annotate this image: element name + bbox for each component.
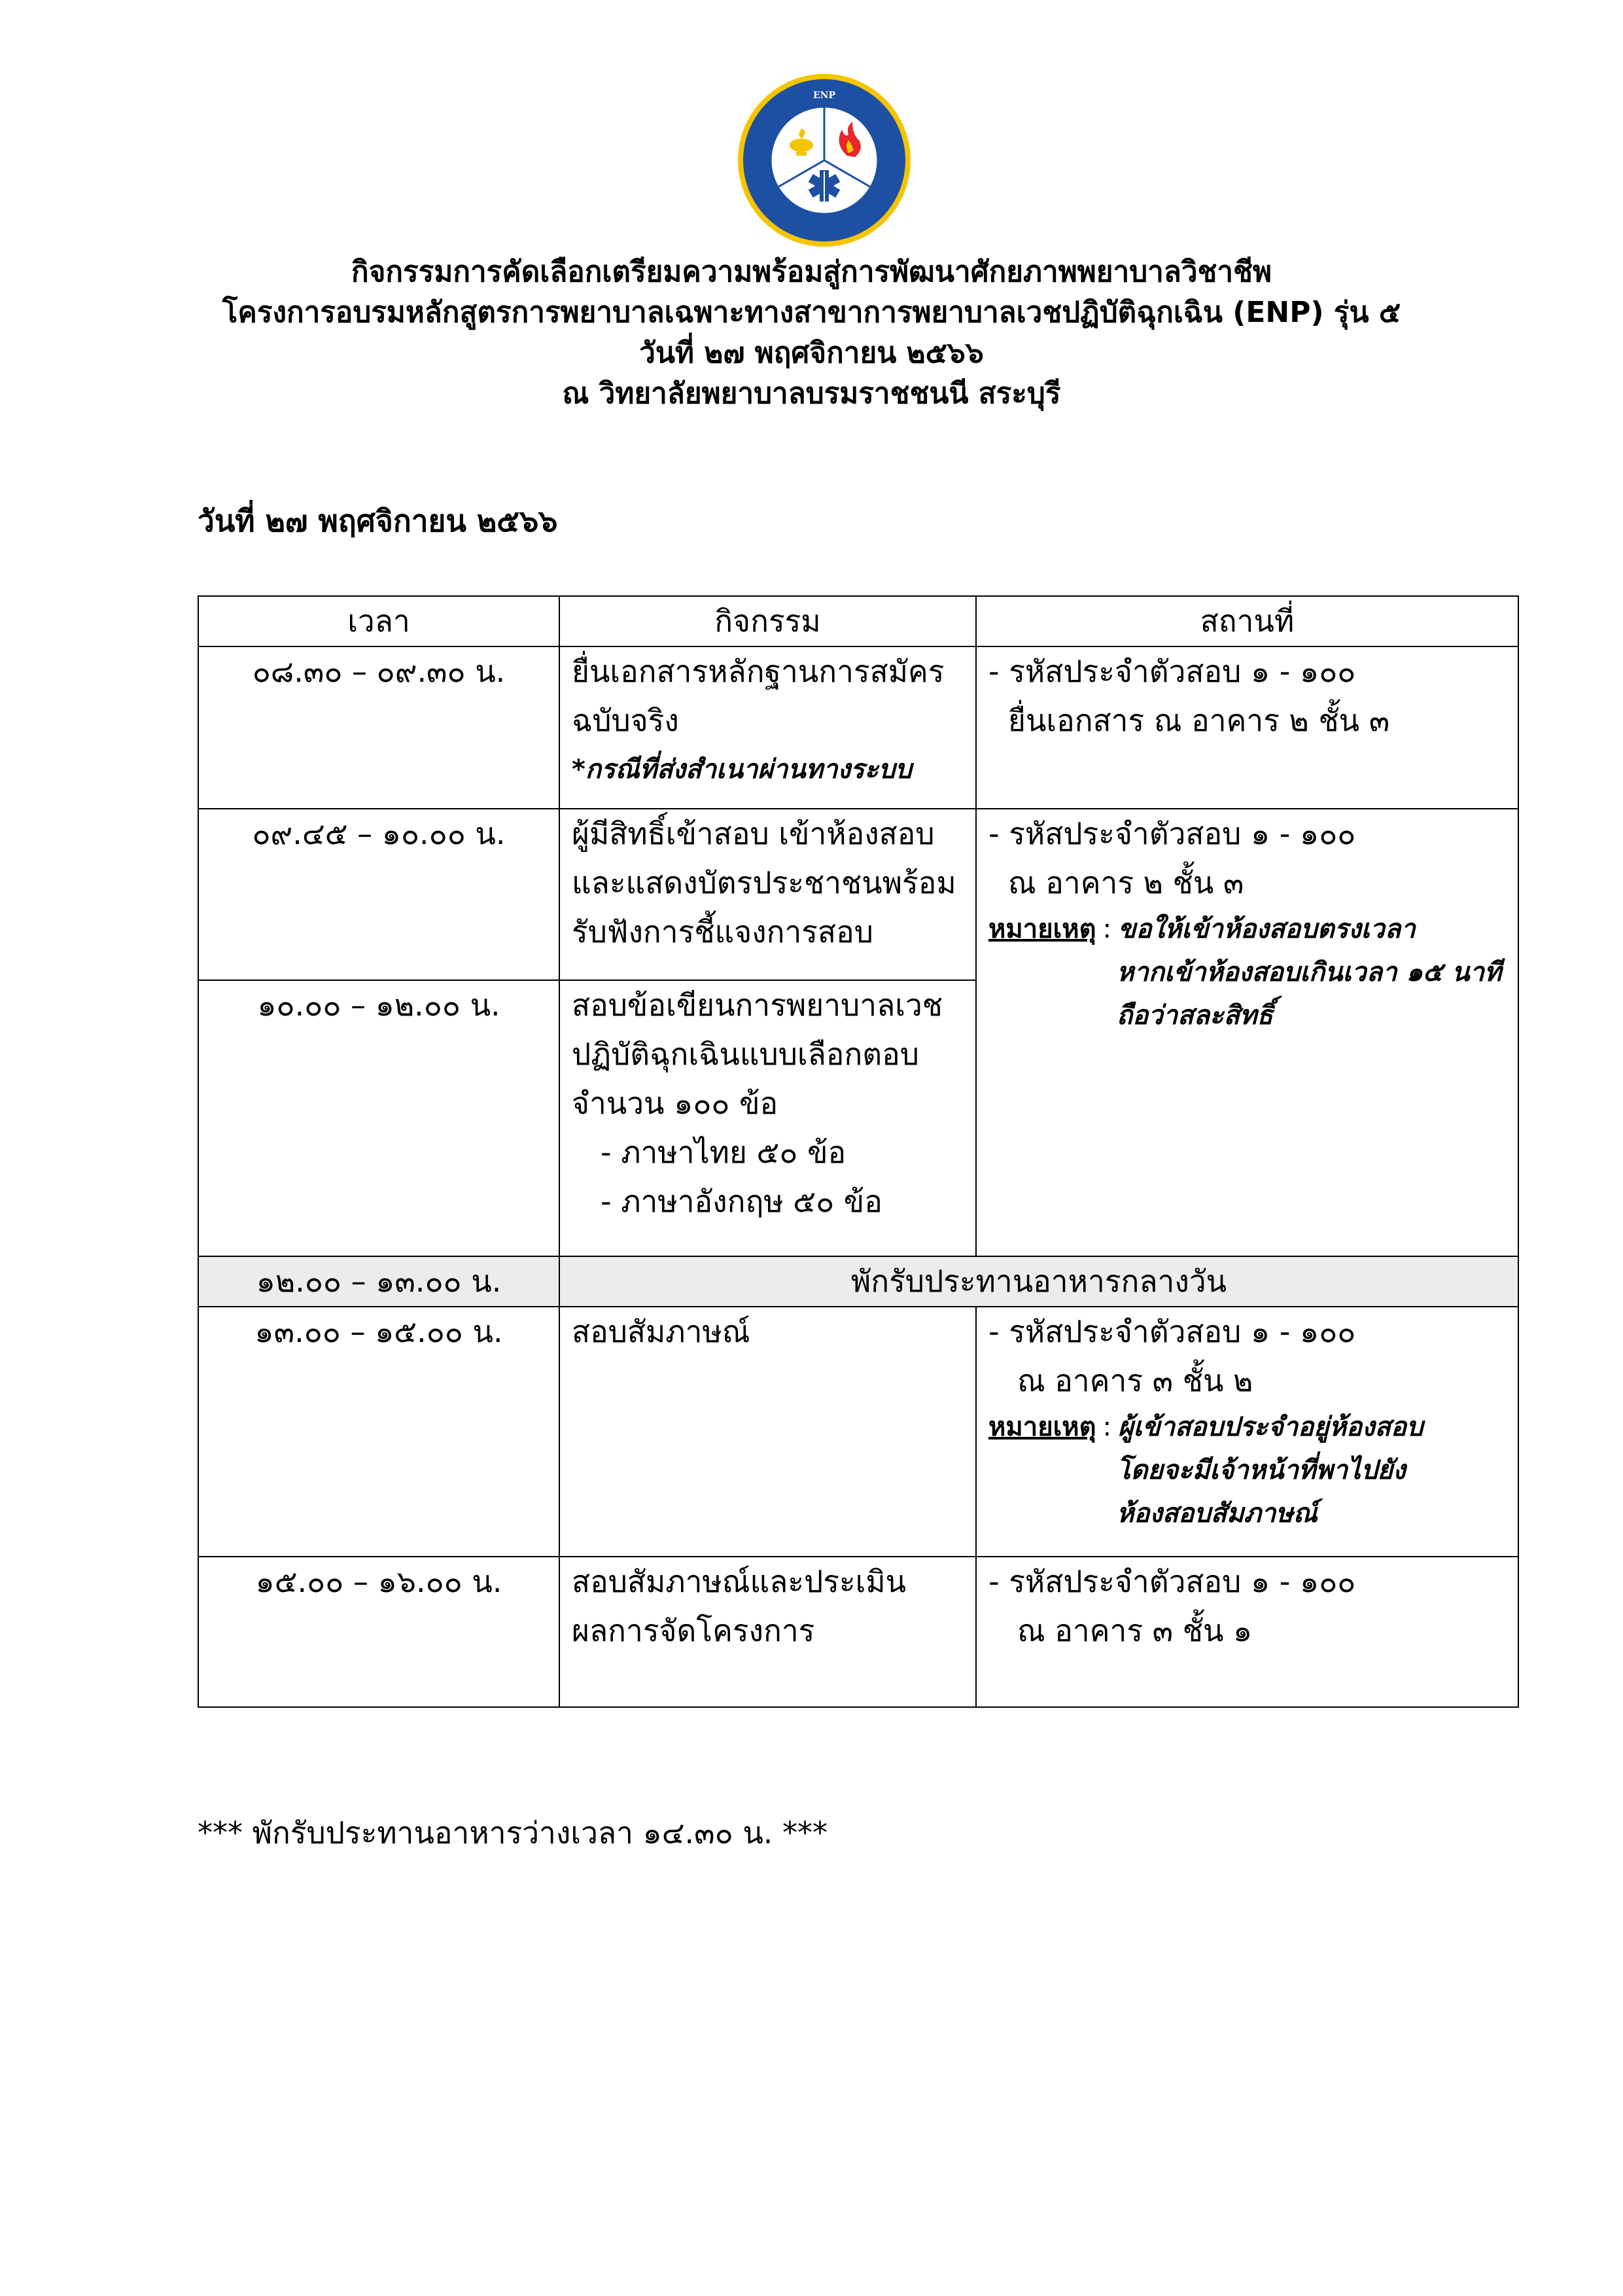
place-cell	[976, 1307, 1518, 1557]
table-row	[198, 809, 1518, 980]
activity-cell	[559, 646, 976, 809]
header-date: วันที่ ๒๗ พฤศจิกายน ๒๕๖๖	[639, 336, 984, 370]
activity-line: จำนวน ๑๐๐ ข้อ	[572, 1086, 778, 1121]
remark-text: ผู้เข้าสอบประจำอยู่ห้องสอบ	[1118, 1412, 1423, 1442]
activity-cell	[559, 1307, 976, 1557]
sub-item: - ภาษาไทย ๕๐ ข้อ	[601, 1135, 846, 1170]
activity-line: สอบสัมภาษณ์และประเมิน	[572, 1564, 907, 1599]
remark-label: หมายเหตุ	[988, 1412, 1096, 1442]
table-header-row	[198, 596, 1518, 646]
activity-line: ฉบับจริง	[572, 703, 679, 738]
header-venue: ณ วิทยาลัยพยาบาลบรมราชชนนี สระบุรี	[562, 377, 1061, 410]
place-line: ณ อาคาร ๓ ชั้น ๒	[1017, 1363, 1253, 1398]
college-logo	[736, 72, 913, 249]
table-row	[198, 1307, 1518, 1557]
table-row	[198, 1557, 1518, 1707]
place-line: - รหัสประจำตัวสอบ ๑ - ๑๐๐	[988, 1314, 1356, 1349]
place-cell	[976, 1557, 1518, 1707]
sub-item: - ภาษาอังกฤษ ๕๐ ข้อ	[601, 1184, 882, 1219]
activity-cell	[559, 1557, 976, 1707]
place-line: - รหัสประจำตัวสอบ ๑ - ๑๐๐	[988, 1564, 1356, 1599]
remark-text: โดยจะมีเจ้าหน้าที่พาไปยัง	[1117, 1455, 1406, 1485]
remark	[988, 1405, 1506, 1449]
header-project: โครงการอบรมหลักสูตรการพยาบาลเฉพาะทางสาขาการพยาบาลเวชปฏิบัติฉุกเฉิน (ENP) รุ่น ๕	[222, 296, 1401, 329]
activity-line: ปฏิบัติฉุกเฉินแบบเลือกตอบ	[572, 1036, 919, 1072]
activity-line: ผู้มีสิทธิ์เข้าสอบ เข้าห้องสอบ	[572, 816, 935, 851]
document-header	[0, 252, 1623, 414]
svg-text:ENP: ENP	[813, 90, 835, 101]
time-cell: ๑๕.๐๐ – ๑๖.๐๐ น.	[198, 1557, 559, 1707]
remark-colon: :	[1102, 914, 1112, 944]
header-title: กิจกรรมการคัดเลือกเตรียมความพร้อมสู่การพัฒนาศักยภาพพยาบาลวิชาชีพ	[351, 255, 1272, 289]
activity-line: สอบข้อเขียนการพยาบาลเวช	[572, 987, 943, 1023]
activity-line: ผลการจัดโครงการ	[572, 1613, 815, 1648]
time-cell: ๑๒.๐๐ – ๑๓.๐๐ น.	[198, 1256, 559, 1307]
header-time: เวลา	[198, 596, 559, 646]
schedule-date-heading: วันที่ ๒๗ พฤศจิกายน ๒๕๖๖	[198, 503, 558, 539]
remark-text: ถือว่าสละสิทธิ์	[1117, 1000, 1273, 1031]
time-cell: ๐๙.๔๕ – ๑๐.๐๐ น.	[198, 809, 559, 980]
header-place: สถานที่	[976, 596, 1518, 646]
place-cell	[976, 646, 1518, 809]
place-line: - รหัสประจำตัวสอบ ๑ - ๑๐๐	[988, 816, 1356, 851]
schedule-table	[198, 595, 1519, 1708]
remark-text: ห้องสอบสัมภาษณ์	[1117, 1498, 1318, 1528]
remark-text: ขอให้เข้าห้องสอบตรงเวลา	[1118, 914, 1416, 944]
remark-text: หากเข้าห้องสอบเกินเวลา ๑๕ นาที	[1117, 957, 1502, 987]
activity-line: และแสดงบัตรประชาชนพร้อม	[572, 865, 956, 900]
place-line: ณ อาคาร ๒ ชั้น ๓	[1008, 865, 1244, 900]
remark	[988, 908, 1506, 951]
activity-line: สอบสัมภาษณ์	[572, 1314, 750, 1349]
remark-colon: :	[1102, 1412, 1112, 1442]
activity-cell	[559, 809, 976, 980]
activity-note: *กรณีที่ส่งสำเนาผ่านทางระบบ	[572, 754, 912, 785]
table-row-lunch	[198, 1256, 1518, 1307]
activity-cell	[559, 980, 976, 1256]
table-row	[198, 646, 1518, 809]
place-cell	[976, 809, 1518, 1256]
activity-line: ยื่นเอกสารหลักฐานการสมัคร	[572, 654, 945, 689]
remark-label: หมายเหตุ	[988, 914, 1096, 944]
place-line: - รหัสประจำตัวสอบ ๑ - ๑๐๐	[988, 654, 1356, 689]
header-activity: กิจกรรม	[559, 596, 976, 646]
activity-line: รับฟังการชี้แจงการสอบ	[572, 914, 873, 949]
time-cell: ๑๐.๐๐ – ๑๒.๐๐ น.	[198, 980, 559, 1256]
snack-break-note: *** พักรับประทานอาหารว่างเวลา ๑๔.๓๐ น. ***	[198, 1815, 828, 1850]
lunch-break-cell: พักรับประทานอาหารกลางวัน	[559, 1256, 1518, 1307]
place-line: ณ อาคาร ๓ ชั้น ๑	[1017, 1613, 1253, 1648]
time-cell: ๐๘.๓๐ – ๐๙.๓๐ น.	[198, 646, 559, 809]
place-line: ยื่นเอกสาร ณ อาคาร ๒ ชั้น ๓	[1008, 703, 1390, 738]
time-cell: ๑๓.๐๐ – ๑๕.๐๐ น.	[198, 1307, 559, 1557]
